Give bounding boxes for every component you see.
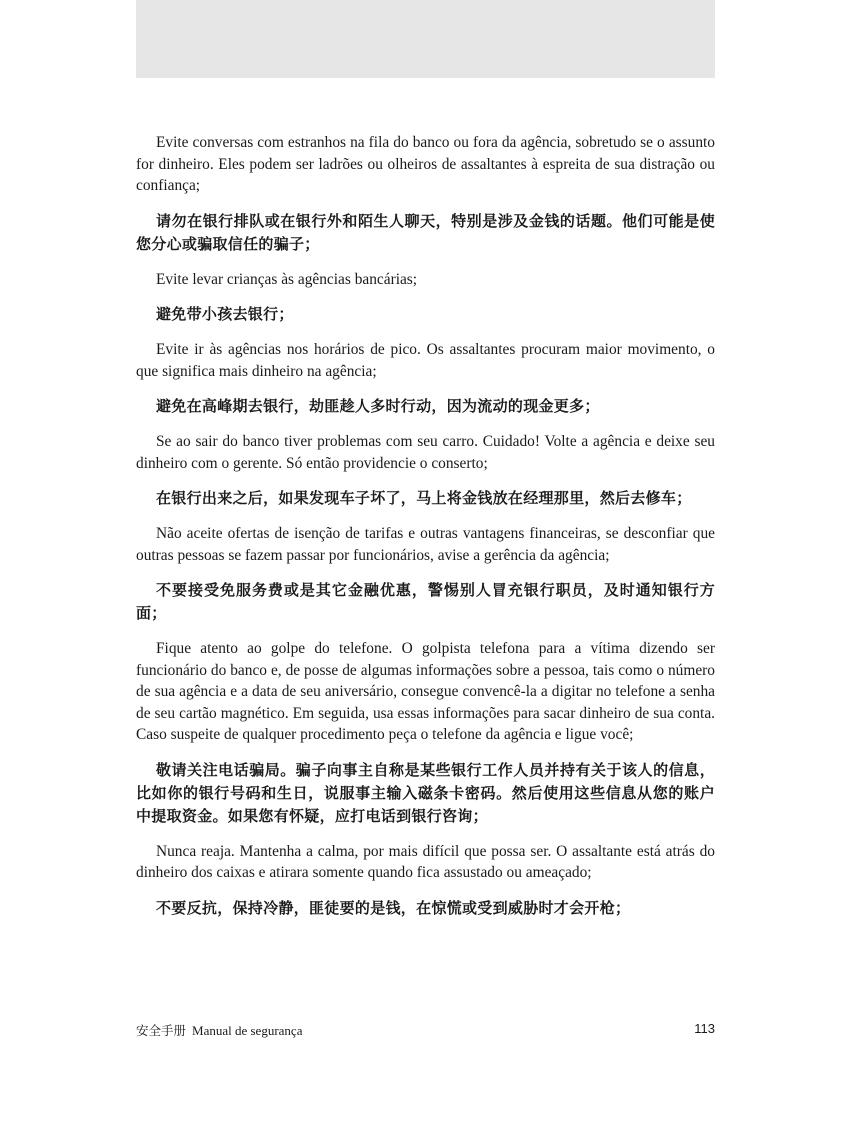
footer-title-zh: 安全手册 — [136, 1023, 187, 1038]
paragraph-pt: Evite conversas com estranhos na fila do banco ou fora da agência, sobretudo se o assunto for dinheiro. Eles podem ser ladrões ou olheiros de assaltantes à espreita de sua distração ou confiança; — [136, 134, 715, 194]
footer-title-pt: Manual de segurança — [192, 1023, 303, 1038]
paragraph-pt: Nunca reaja. Mantenha a calma, por mais difícil que possa ser. O assaltante está atrás do dinheiro dos caixas e atirara somente quando fica assustado ou ameaçado; — [136, 842, 715, 881]
paragraph-zh: 在银行出来之后，如果发现车子坏了，马上将金钱放在经理那里，然后去修车； — [156, 489, 692, 507]
paragraph-zh: 不要接受免服务费或是其它金融优惠，警惕别人冒充银行职员，及时通知银行方面； — [136, 581, 715, 622]
page-footer — [136, 1021, 715, 1041]
page-number: 113 — [694, 1021, 715, 1036]
paragraph-zh: 避免带小孩去银行； — [156, 305, 294, 323]
paragraph-pt: Evite levar crianças às agências bancárias; — [156, 270, 418, 288]
header-band — [136, 0, 715, 78]
paragraph-zh: 避免在高峰期去银行，劫匪趁人多时行动，因为流动的现金更多； — [156, 397, 600, 415]
paragraph-zh: 不要反抗，保持冷静，匪徒要的是钱，在惊慌或受到威胁时才会开枪； — [156, 898, 631, 917]
footer-title — [136, 1021, 302, 1039]
paragraph-pt: Se ao sair do banco tiver problemas com seu carro. Cuidado! Volte a agência e deixe seu dinheiro com o gerente. Só então providencie o conserto; — [136, 433, 715, 472]
paragraph-zh: 敬请关注电话骗局。骗子向事主自称是某些银行工作人员并持有关于该人的信息，比如你的银行号码和生日，说服事主输入磁条卡密码。然后使用这些信息从您的账户中提取资金。如果您有怀疑，应打电话到银行咨询； — [136, 760, 715, 825]
paragraph-pt: Fique atento ao golpe do telefone. O golpista telefona para a vítima dizendo ser funcionário do banco e, de posse de algumas informações sobre a pessoa, tais como o número de sua agência e a data de seu aniversário, consegue convencê-la a digitar no telefone a senha de seu cartão magnético. Em seguida, usa essas informações para sacar dinheiro de sua conta. Caso suspeite de qualquer procedimento peça o telefone da agência e ligue você; — [136, 640, 715, 743]
paragraph-pt: Não aceite ofertas de isenção de tarifas e outras vantagens financeiras, se desconfiar que outras pessoas se fazem passar por funcionários, avise a gerência da agência; — [136, 525, 715, 564]
paragraph-pt: Evite ir às agências nos horários de pico. Os assaltantes procuram maior movimento, o que significa mais dinheiro na agência; — [136, 341, 715, 380]
page-body — [136, 132, 715, 933]
paragraph-zh: 请勿在银行排队或在银行外和陌生人聊天，特别是涉及金钱的话题。他们可能是使您分心或骗取信任的骗子； — [136, 211, 715, 253]
